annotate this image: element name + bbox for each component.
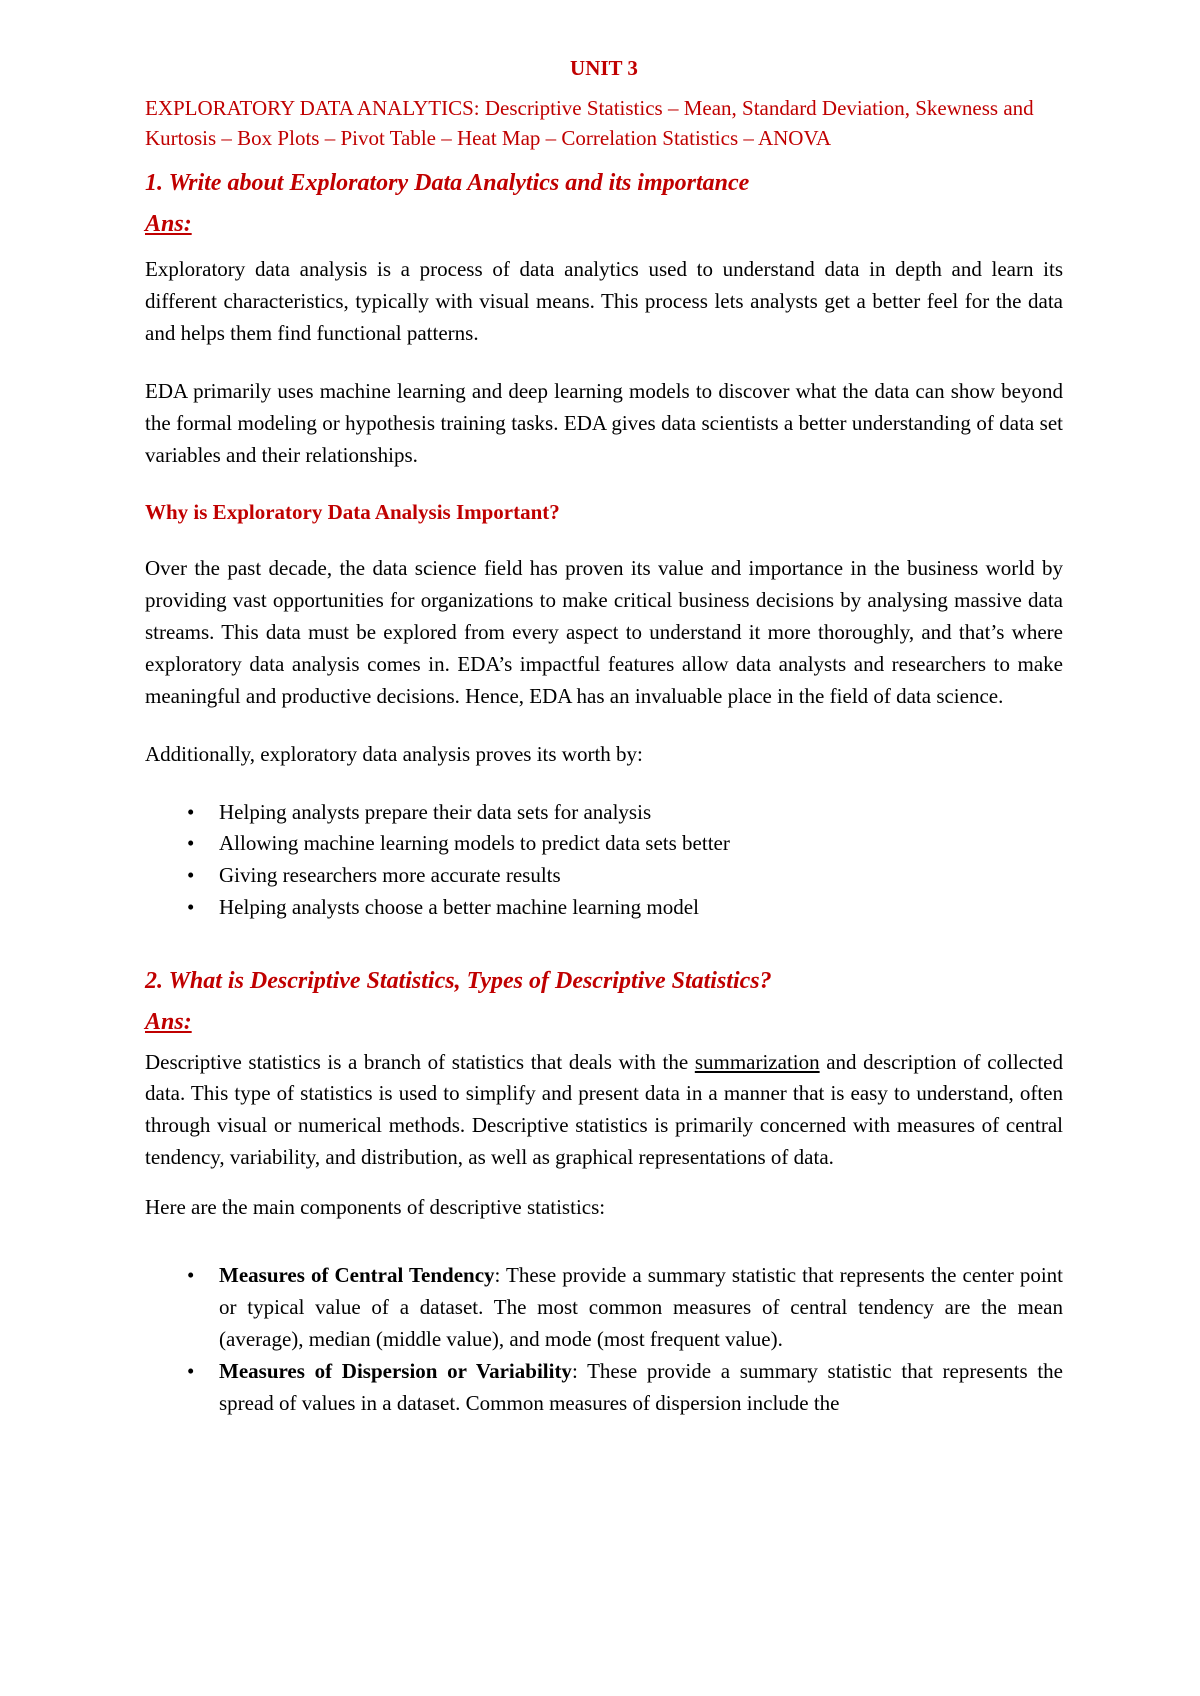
bullet-icon: • — [187, 1263, 195, 1288]
syllabus-text: EXPLORATORY DATA ANALYTICS: Descriptive Statistics – Mean, Standard Deviation, Skewness and Kurtosis – Box Plots – Pivot Table – Heat Map – Correlation Statistics – ANOVA — [145, 96, 1034, 151]
bullet-icon: • — [187, 1358, 195, 1383]
list-item: • Allowing machine learning models to predict data sets better — [145, 828, 1063, 860]
list-item: • Giving researchers more accurate results — [145, 860, 1063, 892]
term-label: Measures of Central Tendency — [219, 1263, 495, 1288]
list-item: • Measures of Dispersion or Variability: These provide a summary statistic that represents the spread of values in a dataset. Common measures of dispersion include the — [145, 1356, 1063, 1420]
bullet-icon: • — [187, 863, 195, 888]
bullet-icon: • — [187, 799, 195, 824]
q2-paragraph-1: Descriptive statistics is a branch of statistics that deals with the summarization and description of collected data. This type of statistics is used to simplify and present data in a manner that is easy to understand, often through visual or numerical methods. Descriptive statistics is primarily concerned with measures of central tendency, variability, and distribution, as well as graphical representations of data. — [145, 1049, 1063, 1170]
q1-subheading: Why is Exploratory Data Analysis Important? — [145, 499, 560, 524]
q1-paragraph-2: EDA primarily uses machine learning and deep learning models to discover what the data can show beyond the formal modeling or hypothesis training tasks. EDA gives data scientists a better understanding of data set variables and their relationships. — [145, 379, 1063, 467]
q1-bullet-list — [145, 797, 1063, 925]
q1-paragraph-3: Over the past decade, the data science field has proven its value and importance in the business world by providing vast opportunities for organizations to make critical business decisions by analysing massive data streams. This data must be explored from every aspect to understand it more thoroughly, and that’s where exploratory data analysis comes in. EDA’s impactful features allow data analysts and researchers to make meaningful and productive decisions. Hence, EDA has an invaluable place in the field of data science. — [145, 556, 1063, 708]
list-item: • Helping analysts choose a better machine learning model — [145, 892, 1063, 924]
summarization-link[interactable]: summarization — [694, 1049, 820, 1074]
term-label: Measures of Dispersion or Variability — [219, 1358, 572, 1383]
list-item: • Helping analysts prepare their data sets for analysis — [145, 797, 1063, 829]
q1-paragraph-1: Exploratory data analysis is a process of data analytics used to understand data in depth and learn its different characteristics, typically with visual means. This process lets analysts get a better feel for the data and helps them find functional patterns. — [145, 257, 1063, 346]
question-2-ans-label: Ans: — [145, 1009, 192, 1036]
q2-component-list — [145, 1260, 1063, 1420]
q2-paragraph-2: Here are the main components of descriptive statistics: — [145, 1195, 606, 1220]
bullet-icon: • — [187, 831, 195, 856]
question-2-heading: 2. What is Descriptive Statistics, Types of Descriptive Statistics? — [145, 968, 772, 995]
q1-paragraph-4: Additionally, exploratory data analysis proves its worth by: — [145, 741, 643, 766]
question-1-ans-label: Ans: — [145, 211, 192, 238]
list-item: • Measures of Central Tendency: These provide a summary statistic that represents the center point or typical value of a dataset. The most common measures of central tendency are the mean (average), median (middle value), and mode (most frequent value). — [145, 1260, 1063, 1356]
document-page — [145, 55, 1063, 1462]
question-1-heading: 1. Write about Exploratory Data Analytics and its importance — [145, 169, 750, 196]
bullet-icon: • — [187, 895, 195, 920]
unit-title: UNIT 3 — [570, 56, 638, 80]
